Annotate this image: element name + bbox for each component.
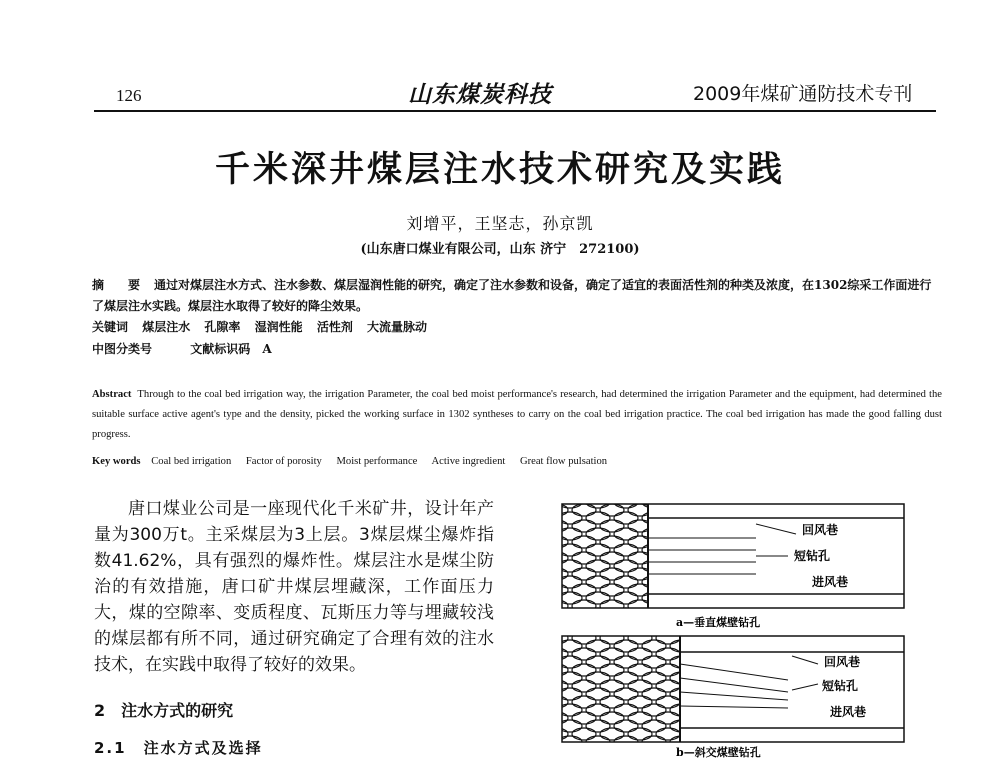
keyword-en: Moist performance (336, 456, 418, 467)
diagram-b (562, 636, 904, 759)
keyword-cn: 大流量脉动 (367, 320, 428, 334)
caption-b: b—斜交煤壁钻孔 (676, 746, 761, 759)
label-short-borehole-b: 短钻孔 (822, 679, 859, 693)
coal-seam-b (562, 636, 680, 742)
body-text (94, 496, 494, 678)
intro-paragraph: 唐口煤业公司是一座现代化千米矿井，设计年产量为300万t。主采煤层为3上层。3煤层煤尘爆炸指数41.62%，具有强烈的爆炸性。煤层注水是煤尘防治的有效措施，唐口矿井煤层埋藏深，工作面压力大，煤的空隙率、变质程度、瓦斯压力等与埋藏较浅的煤层都有所不同，通过研究确定了合理有效的注水技术，在实践中取得了较好的效果。 (94, 499, 494, 675)
keyword-cn: 湿润性能 (254, 320, 303, 334)
label-return-airway-b: 回风巷 (824, 655, 861, 669)
label-intake-airway-a: 进风巷 (812, 575, 849, 589)
keywords-cn (92, 318, 437, 335)
keyword-cn: 煤层注水 (142, 320, 191, 334)
abstract-en-label: Abstract (92, 389, 132, 400)
keywords-cn-label: 关键词 (92, 320, 129, 334)
header-rule (94, 110, 936, 112)
page-number: 126 (116, 86, 142, 105)
label-short-borehole-a: 短钻孔 (794, 549, 831, 563)
affiliation: (山东唐口煤业有限公司，山东 济宁 272100) (360, 242, 640, 257)
doc-code: A (262, 342, 272, 356)
borehole (680, 664, 788, 680)
paper-title: 千米深井煤层注水技术研究及实践 (214, 149, 785, 190)
abstract-en (92, 385, 942, 445)
leader-line (792, 684, 818, 690)
borehole (680, 678, 788, 692)
keywords-en (92, 456, 619, 467)
leader-line (792, 656, 818, 664)
keywords-en-label: Key words (92, 456, 141, 467)
doc-code-label: 文献标识码 (190, 342, 251, 356)
subsection-heading: 2.1 注水方式及选择 (94, 739, 263, 757)
journal-logo: 山东煤炭科技 (408, 81, 552, 108)
caption-a: a—垂直煤壁钻孔 (676, 616, 761, 629)
keyword-en: Great flow pulsation (519, 456, 608, 467)
authors: 刘增平，王坚志，孙京凯 (406, 214, 594, 233)
class-label: 中图分类号 (92, 342, 153, 356)
keyword-en: Active ingredient (431, 456, 506, 467)
keyword-cn: 活性剂 (316, 320, 353, 334)
coal-seam-a (562, 504, 648, 608)
diagram-a (562, 504, 904, 629)
classification-row (92, 340, 272, 357)
borehole (680, 692, 788, 700)
abstract-cn (92, 275, 942, 317)
label-return-airway-a: 回风巷 (802, 523, 839, 537)
issue-title: 2009年煤矿通防技术专刊 (693, 83, 913, 105)
abstract-cn-label: 摘 要 (92, 278, 147, 292)
leader-line (756, 524, 796, 534)
section-heading: 2 注水方式的研究 (94, 701, 234, 720)
abstract-en-text: Through to the coal bed irrigation way, the irrigation Parameter, the coal bed moist performance's research, had determined the irrigation Parameter and the equipment, had determined the suitable surface active agent's type and the density, picked the working surface in 1302 syntheses to carry on the coal bed irrigation practice. The coal bed irrigation has made the good falling dust progress. (92, 389, 942, 440)
label-intake-airway-b: 进风巷 (830, 705, 867, 719)
keyword-en: Coal bed irrigation (151, 456, 232, 467)
keyword-cn: 孔隙率 (204, 320, 241, 334)
borehole (680, 706, 788, 708)
borehole-figure (556, 494, 906, 760)
abstract-cn-text: 通过对煤层注水方式、注水参数、煤层湿润性能的研究，确定了注水参数和设备，确定了适宜的表面活性剂的种类及浓度，在1302综采工作面进行了煤层注水实践。煤层注水取得了较好的降尘效果。 (92, 278, 932, 313)
keyword-en: Factor of porosity (245, 456, 322, 467)
